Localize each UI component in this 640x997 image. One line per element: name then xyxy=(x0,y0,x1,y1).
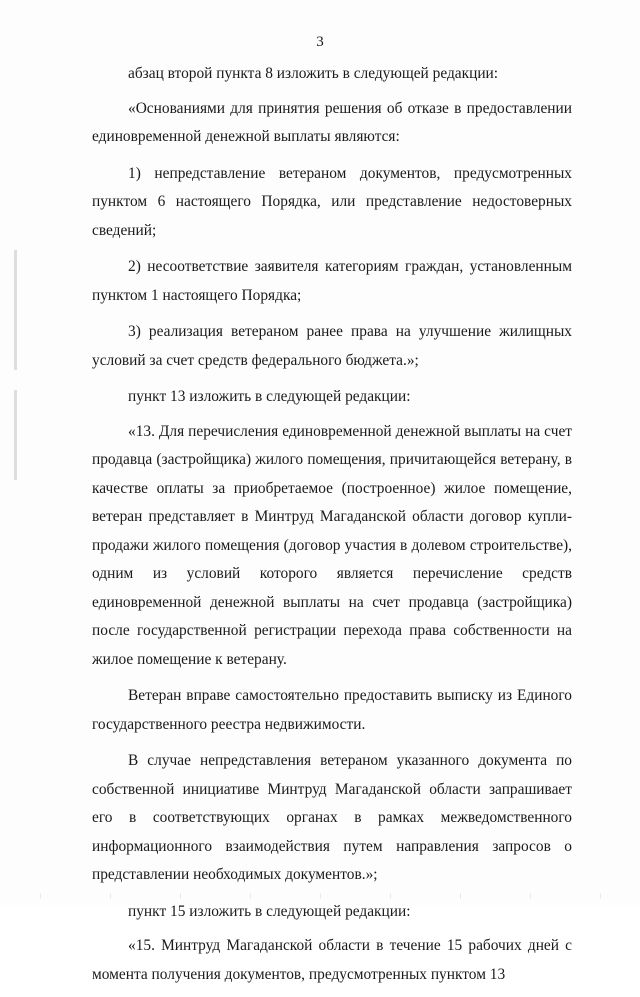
paragraph-item-15: «15. Минтруд Магаданской области в течение 15 рабочих дней с момента получения документов, предусмотренных пунктом 13 xyxy=(92,937,572,983)
paragraph-refusal-grounds: «Основаниями для принятия решения об отказе в предоставлении единовременной денежной выплаты являются: xyxy=(92,99,572,145)
paragraph-ground-1: 1) непредставление ветераном документов, предусмотренных пунктом 6 настоящего Порядка, или представление недостоверных сведений; xyxy=(92,164,572,239)
scan-artifact xyxy=(0,893,640,899)
paragraph-request-documents: В случае непредставления ветераном указанного документа по собственной инициативе Минтруд Магаданской области запрашивает его в соответствующих органах в рамках межведомственного информационного взаимодействия путем направления запросов о представлении необходимых документов.»; xyxy=(92,752,572,883)
paragraph-ground-2: 2) несоответствие заявителя категориям граждан, установленным пунктом 1 настоящего Порядка; xyxy=(92,258,572,304)
paragraph-amend-p8: абзац второй пункта 8 изложить в следующей редакции: xyxy=(128,65,499,82)
paragraph-ground-3: 3) реализация ветераном ранее права на улучшение жилищных условий за счет средств федерального бюджета.»; xyxy=(92,323,572,369)
page-number: 3 xyxy=(316,34,324,50)
paragraph-amend-p13: пункт 13 изложить в следующей редакции: xyxy=(128,388,411,405)
paragraph-amend-p15: пункт 15 изложить в следующей редакции: xyxy=(128,902,411,920)
paragraph-extract-right: Ветеран вправе самостоятельно предоставить выписку из Единого государственного реестра недвижимости. xyxy=(92,687,572,733)
scan-artifact xyxy=(14,390,17,480)
body-text xyxy=(92,60,572,997)
scan-artifact xyxy=(14,250,17,370)
paragraph-item-13: «13. Для перечисления единовременной денежной выплаты на счет продавца (застройщика) жилого помещения, причитающейся ветерану, в качестве оплаты за приобретаемое (построенное) жилое помещение, ветеран представляет в Минтруд Магаданской области договор купли-продажи жилого помещения (договор участия в долевом строительстве), одним из условий которого является перечисление средств единовременной денежной выплаты на счет продавца (застройщика) после государственной регистрации перехода права собственности на жилое помещение к ветерану. xyxy=(92,422,572,668)
